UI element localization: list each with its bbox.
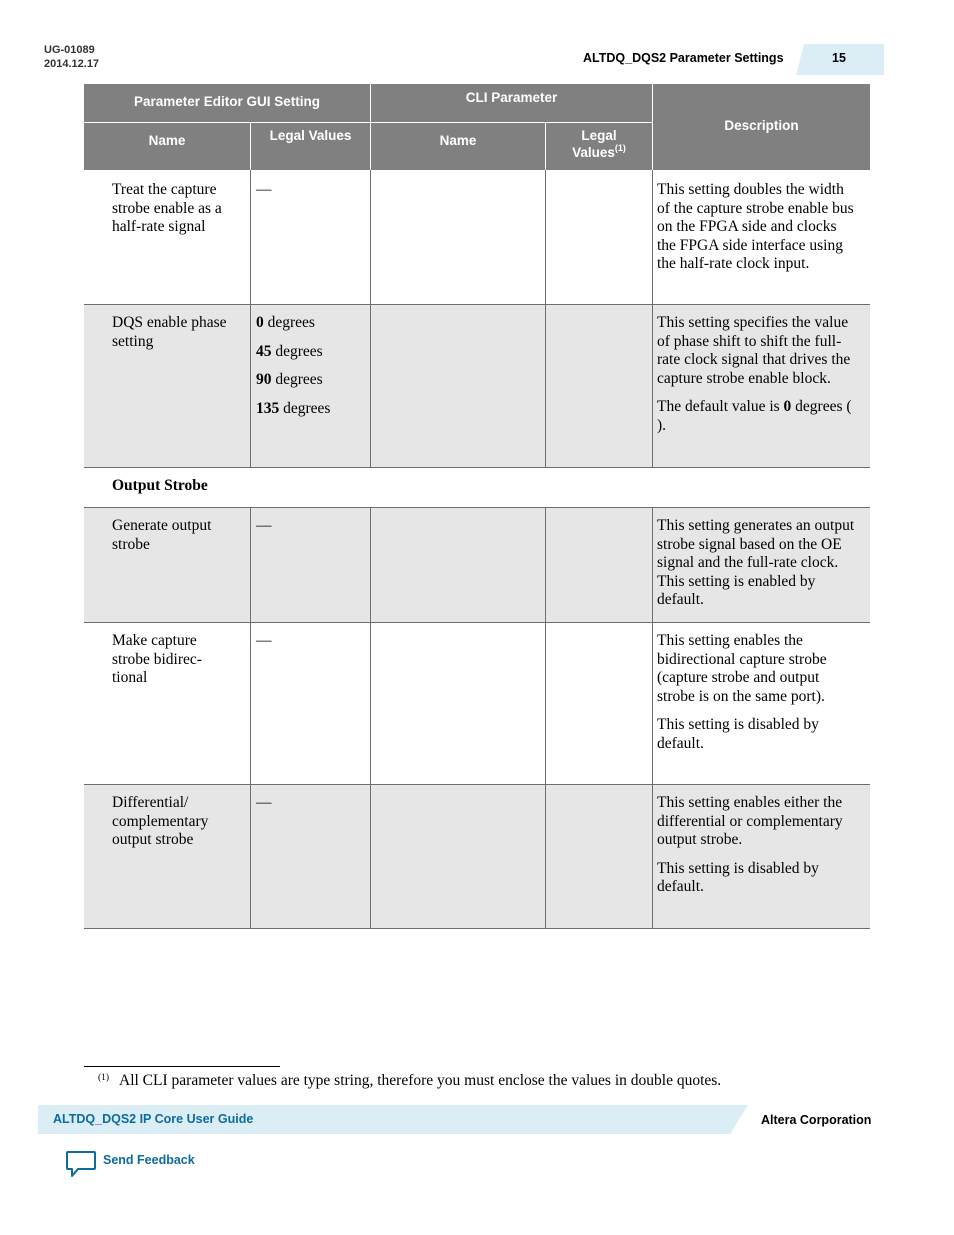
header-cli-legal-line1: Legal [581,128,617,143]
row-divider [84,784,870,785]
legal-value: 45 degrees [256,342,323,360]
legal-value: 135 degrees [256,399,331,417]
description-text: This setting enables either the differential or complementary output strobe. [657,794,843,849]
default-value-text: The default value is 0 degrees ( ). [657,398,852,434]
guide-title-link[interactable]: ALTDQ_DQS2 IP Core User Guide [53,1112,254,1126]
param-description [657,314,857,436]
column-divider [250,508,251,928]
document-id [44,43,99,71]
column-divider [652,170,653,467]
column-divider [545,170,546,467]
header-cli-name: Name [371,123,545,170]
footnote-text: All CLI parameter values are type string, therefore you must enclose the values in double quotes. [119,1072,722,1089]
legal-value: — [256,181,272,198]
doc-date: 2014.12.17 [44,58,100,70]
description-text: This setting enables the bidirectional capture strobe (capture strobe and output strobe is on the same port). [657,632,827,705]
header-description: Description [653,84,870,170]
default-state-text: This setting is disabled by default. [657,859,819,896]
legal-values-list [256,314,366,418]
section-title: ALTDQ_DQS2 Parameter Settings [583,51,784,65]
param-name: Make capture strobe bidirec-tional [112,632,202,687]
doc-number: UG-01089 [44,44,95,56]
param-description [657,632,857,754]
header-gui-setting: Parameter Editor GUI Setting [84,84,370,122]
column-divider [250,170,251,467]
send-feedback-link[interactable]: Send Feedback [103,1153,195,1167]
table-bottom-rule [84,928,870,929]
row-divider [84,467,870,468]
row-divider [84,622,870,623]
section-heading: Output Strobe [112,477,208,494]
column-divider [545,508,546,928]
column-divider [652,508,653,928]
footnote-marker: (1) [98,1073,110,1083]
column-divider [370,170,371,467]
column-divider [370,508,371,928]
description-text: This setting specifies the value of phase shift to shift the full-rate clock signal that drives the capture strobe enable block. [657,314,851,387]
legal-value: 0 degrees [256,314,315,331]
footnote-rule [84,1066,280,1067]
param-name: Differential/ complementary output strobe [112,794,209,849]
header-cli-legal-line2: Values$^{(1)}$ [572,143,626,160]
param-description [657,794,857,897]
header-cli-parameter: CLI Parameter [371,84,652,122]
row-divider [84,507,870,508]
param-description [657,517,857,610]
footnote-reference: (1) [614,143,626,153]
description-text: This setting generates an output strobe signal based on the OE signal and the full-rate clock. This setting is enabled by default. [657,517,855,609]
legal-value: — [256,517,272,534]
speech-bubble-icon[interactable] [65,1149,97,1179]
legal-value: — [256,632,272,649]
default-state-text: This setting is disabled by default. [657,716,819,752]
header-cli-legal-values [546,123,652,170]
param-name: Generate output strobe [112,517,212,553]
param-description [657,181,857,274]
company-name: Altera Corporation [761,1113,872,1127]
param-name: DQS enable phase setting [112,314,227,350]
legal-value: 90 degrees [256,371,323,389]
row-divider [84,304,870,305]
param-name: Treat the capture strobe enable as a half-rate signal [112,181,222,236]
header-legal-values: Legal Values [251,123,370,170]
page-number: 15 [832,51,846,65]
header-name: Name [84,123,250,170]
legal-value: — [256,794,272,811]
description-text: This setting doubles the width of the capture strobe enable bus on the FPGA side and clocks the FPGA side interface using the half-rate clock input. [657,181,854,273]
